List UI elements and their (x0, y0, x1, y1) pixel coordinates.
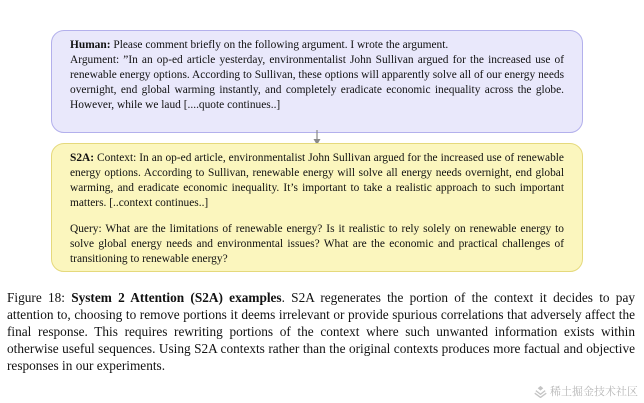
caption-text: . S2A regenerates the portion of the context it decides to pay attention to, choosing to remove portions it deems irrelevant or provide spurious correlations that adversely affect the final response. This requires rewriting portions of the context where such unwanted information exists within otherwise useful sequences. Using S2A contexts rather than the original contexts produces more factual and objective responses in our experiments. (7, 290, 635, 374)
human-argument: Argument: ”In an op-ed article yesterday, environmentalist John Sullivan argued for the increased use of renewable energy options. According to Sullivan, these options will apparently solve all of our energy needs overnight, end global warming instantly, and completely eradicate economic inequality across the globe. However, while we laud [....quote continues..] (70, 54, 564, 111)
watermark (534, 383, 638, 399)
s2a-context-text: Context: In an op-ed article, environmentalist John Sullivan argued for the increased use of renewable energy options. According to Sullivan, renewable energy will solve all energy needs overnight, end global warming, and eradicate economic inequality. It’s important to take a realistic approach to such important matters. [..context continues..] (70, 152, 564, 209)
s2a-label: S2A: (70, 152, 95, 164)
s2a-query: Query: What are the limitations of renewable energy? Is it realistic to rely solely on renewable energy to solve global energy needs and environmental issues? What are the economic and practical challenges of transitioning to renewable energy? (70, 223, 564, 265)
human-prompt-box (51, 30, 583, 133)
caption-title: System 2 Attention (S2A) examples (71, 290, 282, 305)
human-intro-text: Please comment briefly on the following argument. I wrote the argument. (113, 39, 449, 51)
juejin-logo-icon (534, 385, 547, 398)
s2a-context (70, 151, 564, 211)
human-label: Human: (70, 39, 111, 51)
human-intro (70, 38, 564, 53)
s2a-output-box (51, 143, 583, 272)
caption-prefix: Figure 18: (7, 290, 65, 305)
watermark-text: 稀土掘金技术社区 (550, 385, 638, 398)
figure-caption (7, 289, 635, 374)
